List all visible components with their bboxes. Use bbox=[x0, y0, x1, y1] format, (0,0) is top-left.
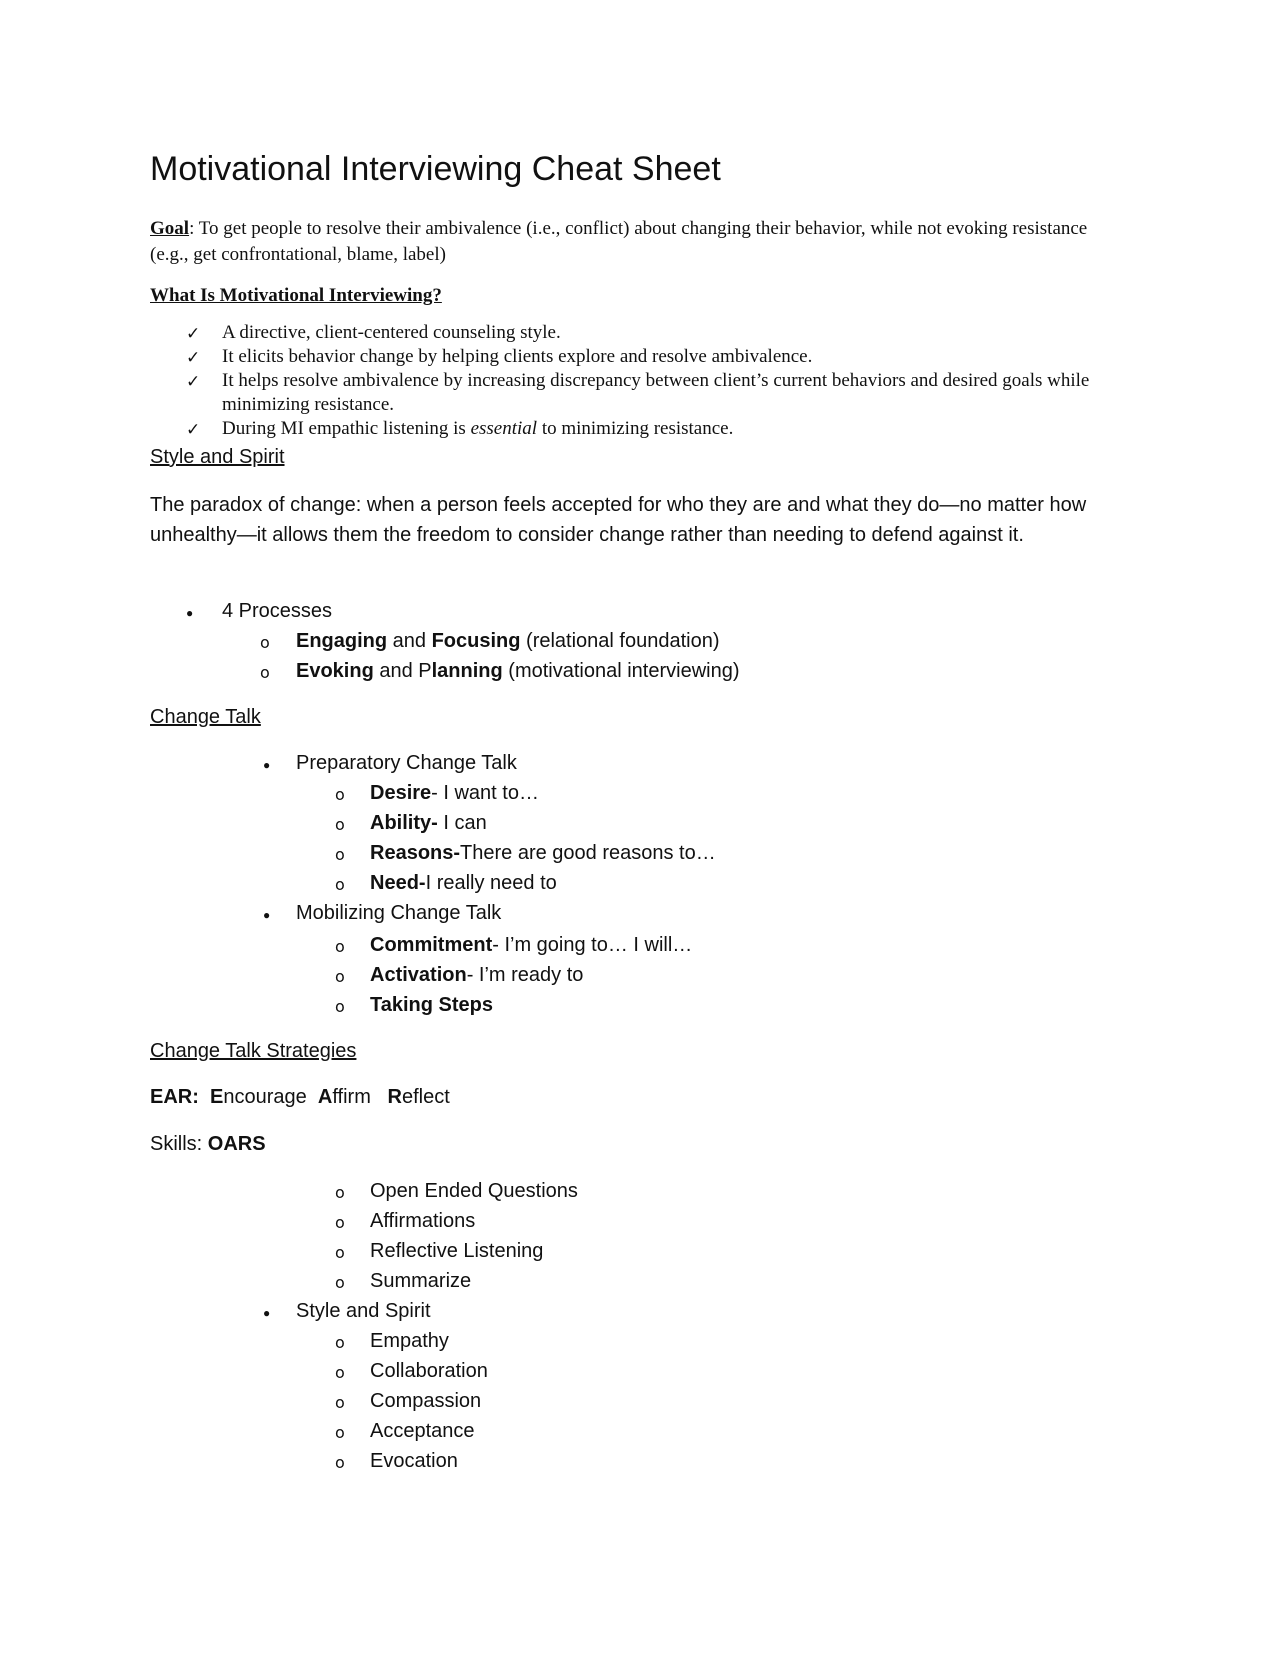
spirit-item: Empathy bbox=[370, 1330, 449, 1352]
circle-bullet-icon: o bbox=[260, 633, 270, 652]
circle-bullet-icon: o bbox=[335, 1393, 345, 1412]
oars-item: Summarize bbox=[370, 1270, 472, 1292]
check-item: It helps resolve ambivalence by increasing discrepancy between client’s current behaviors and desired goals while minimizing resistance. bbox=[222, 370, 1090, 415]
change-talk-heading: Change Talk bbox=[150, 706, 261, 728]
change-talk-item: Desire- I want to… bbox=[370, 782, 539, 804]
spirit-item: Compassion bbox=[370, 1390, 482, 1412]
emphasis-text: essential bbox=[470, 418, 538, 439]
spirit-item: Evocation bbox=[370, 1450, 458, 1472]
check-item: It elicits behavior change by helping clients explore and resolve ambivalence. bbox=[222, 346, 813, 367]
circle-bullet-icon: o bbox=[335, 1363, 345, 1382]
circle-bullet-icon: o bbox=[335, 937, 345, 956]
oars-item: Affirmations bbox=[370, 1210, 476, 1232]
circle-bullet-icon: o bbox=[335, 875, 345, 894]
process-item: Evoking and Planning (motivational interviewing) bbox=[296, 660, 740, 682]
bullet-icon: ● bbox=[186, 606, 194, 620]
preparatory-label: Preparatory Change Talk bbox=[296, 752, 517, 774]
change-talk-item: Taking Steps bbox=[370, 994, 493, 1016]
check-icon: ✓ bbox=[186, 420, 201, 440]
circle-bullet-icon: o bbox=[335, 1243, 345, 1262]
oars-item: Reflective Listening bbox=[370, 1240, 544, 1262]
circle-bullet-icon: o bbox=[335, 1183, 345, 1202]
change-talk-item: Reasons-There are good reasons to… bbox=[370, 842, 716, 864]
check-icon: ✓ bbox=[186, 348, 201, 368]
circle-bullet-icon: o bbox=[335, 997, 345, 1016]
mobilizing-label: Mobilizing Change Talk bbox=[296, 902, 502, 924]
change-talk-item: Commitment- I’m going to… I will… bbox=[370, 934, 693, 956]
circle-bullet-icon: o bbox=[335, 845, 345, 864]
bullet-icon: ● bbox=[263, 908, 271, 922]
check-icon: ✓ bbox=[186, 372, 201, 392]
ear-line: EAR: Encourage Affirm Reflect bbox=[150, 1086, 450, 1108]
change-talk-item: Ability- I can bbox=[370, 812, 487, 834]
strategies-heading: Change Talk Strategies bbox=[150, 1040, 357, 1062]
spirit-item: Acceptance bbox=[370, 1420, 475, 1442]
circle-bullet-icon: o bbox=[260, 663, 270, 682]
goal-paragraph bbox=[150, 216, 1130, 268]
spirit-label: Style and Spirit bbox=[296, 1300, 431, 1322]
circle-bullet-icon: o bbox=[335, 967, 345, 986]
check-item: A directive, client-centered counseling style. bbox=[222, 322, 561, 343]
circle-bullet-icon: o bbox=[335, 1273, 345, 1292]
circle-bullet-icon: o bbox=[335, 1213, 345, 1232]
bullet-icon: ● bbox=[263, 758, 271, 772]
goal-text: : To get people to resolve their ambivalence (i.e., conflict) about changing their behavior, while not evoking resistance (e.g., get confrontational, blame, label) bbox=[150, 218, 1088, 265]
what-is-heading: What Is Motivational Interviewing? bbox=[150, 285, 442, 306]
process-item: Engaging and Focusing (relational foundation) bbox=[296, 630, 720, 652]
change-talk-item: Activation- I’m ready to bbox=[370, 964, 584, 986]
style-spirit-heading: Style and Spirit bbox=[150, 446, 285, 468]
circle-bullet-icon: o bbox=[335, 1453, 345, 1472]
circle-bullet-icon: o bbox=[335, 1423, 345, 1442]
paradox-paragraph: The paradox of change: when a person feels accepted for who they are and what they do—no matter how unhealthy—it allows them the freedom to consider change rather than needing to defend against it. bbox=[150, 494, 1087, 546]
check-icon: ✓ bbox=[186, 324, 201, 344]
spirit-item: Collaboration bbox=[370, 1360, 488, 1382]
circle-bullet-icon: o bbox=[335, 815, 345, 834]
change-talk-item: Need-I really need to bbox=[370, 872, 557, 894]
goal-label: Goal bbox=[150, 218, 190, 239]
skills-line: Skills: OARS bbox=[150, 1133, 266, 1155]
page-title: Motivational Interviewing Cheat Sheet bbox=[150, 150, 721, 188]
bullet-icon: ● bbox=[263, 1306, 271, 1320]
processes-label: 4 Processes bbox=[222, 600, 333, 622]
circle-bullet-icon: o bbox=[335, 1333, 345, 1352]
oars-item: Open Ended Questions bbox=[370, 1180, 578, 1202]
check-item: During MI empathic listening is essential to minimizing resistance. bbox=[222, 418, 734, 439]
circle-bullet-icon: o bbox=[335, 785, 345, 804]
